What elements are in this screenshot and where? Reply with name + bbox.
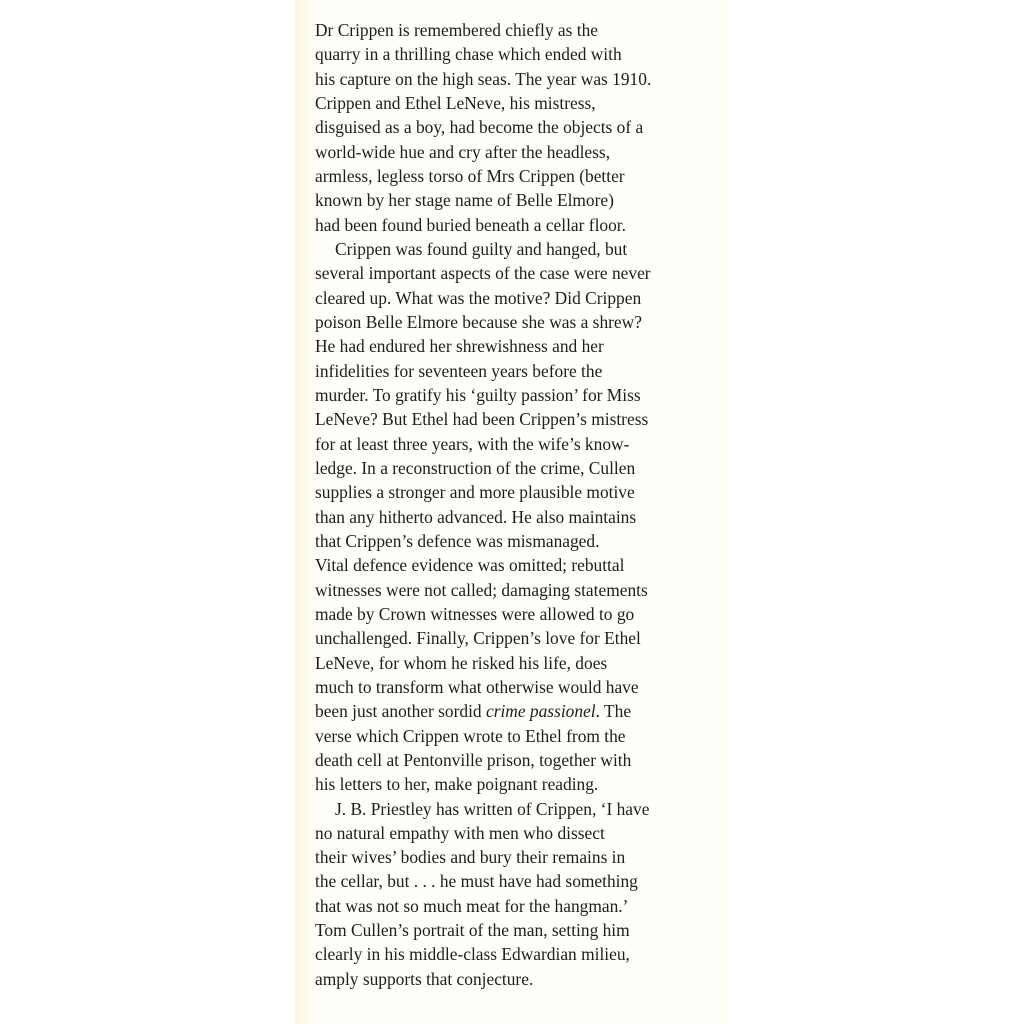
paragraph-2 — [315, 237, 725, 797]
text-line: Tom Cullen’s portrait of the man, setting him — [315, 920, 630, 941]
text-segment: been just another sordid — [315, 701, 486, 722]
text-line: that Crippen’s defence was mismanaged. — [315, 530, 600, 551]
text-line: made by Crown witnesses were allowed to go — [315, 603, 635, 624]
text-line: that was not so much meat for the hangman.’ — [315, 895, 629, 916]
text-line: LeNeve? But Ethel had been Crippen’s mistress — [315, 409, 649, 430]
text-line: amply supports that conjecture. — [315, 968, 534, 989]
body-text — [315, 18, 725, 991]
text-line: than any hitherto advanced. He also maintains — [315, 506, 637, 527]
text-line: clearly in his middle-class Edwardian milieu, — [315, 944, 630, 965]
text-line: death cell at Pentonville prison, together with — [315, 749, 632, 770]
text-line: world-wide hue and cry after the headless, — [315, 141, 611, 162]
text-line: known by her stage name of Belle Elmore) — [315, 190, 614, 211]
text-line: LeNeve, for whom he risked his life, does — [315, 652, 608, 673]
text-line: quarry in a thrilling chase which ended with — [315, 44, 622, 65]
paragraph-3 — [315, 797, 725, 992]
text-line: the cellar, but . . . he must have had something — [315, 871, 638, 892]
text-line-italic-phrase — [315, 699, 725, 723]
text-line: no natural empathy with men who dissect — [315, 822, 605, 843]
text-line: several important aspects of the case were never — [315, 263, 651, 284]
text-line: his letters to her, make poignant reading. — [315, 774, 599, 795]
text-line: armless, legless torso of Mrs Crippen (better — [315, 165, 625, 186]
page-edge-shadow — [295, 0, 310, 1024]
text-line: Crippen was found guilty and hanged, but — [335, 238, 628, 259]
text-line: his capture on the high seas. The year was 1910. — [315, 68, 652, 89]
text-line: He had endured her shrewishness and her — [315, 336, 604, 357]
text-line: for at least three years, with the wife’s know- — [315, 433, 630, 454]
text-line: infidelities for seventeen years before the — [315, 360, 603, 381]
text-line: Crippen and Ethel LeNeve, his mistress, — [315, 92, 596, 113]
text-line: their wives’ bodies and bury their remains in — [315, 847, 626, 868]
text-segment: . The — [595, 701, 632, 722]
text-line: ledge. In a reconstruction of the crime, Cullen — [315, 457, 636, 478]
text-line: poison Belle Elmore because she was a shrew? — [315, 311, 642, 332]
text-line: murder. To gratify his ‘guilty passion’ for Miss — [315, 384, 641, 405]
italic-phrase: crime passionel — [485, 701, 596, 722]
text-line: Vital defence evidence was omitted; rebuttal — [315, 555, 625, 576]
text-line: unchallenged. Finally, Crippen’s love for Ethel — [315, 628, 641, 649]
text-line: much to transform what otherwise would have — [315, 676, 639, 697]
text-line: verse which Crippen wrote to Ethel from the — [315, 725, 626, 746]
paragraph-1 — [315, 18, 725, 237]
text-line: had been found buried beneath a cellar floor. — [315, 214, 626, 235]
text-line: witnesses were not called; damaging statements — [315, 579, 648, 600]
text-line: Dr Crippen is remembered chiefly as the — [315, 20, 598, 40]
text-line: supplies a stronger and more plausible motive — [315, 482, 635, 503]
text-line: J. B. Priestley has written of Crippen, ‘I have — [335, 798, 650, 819]
text-line: cleared up. What was the motive? Did Crippen — [315, 287, 642, 308]
text-line: disguised as a boy, had become the objects of a — [315, 117, 644, 138]
